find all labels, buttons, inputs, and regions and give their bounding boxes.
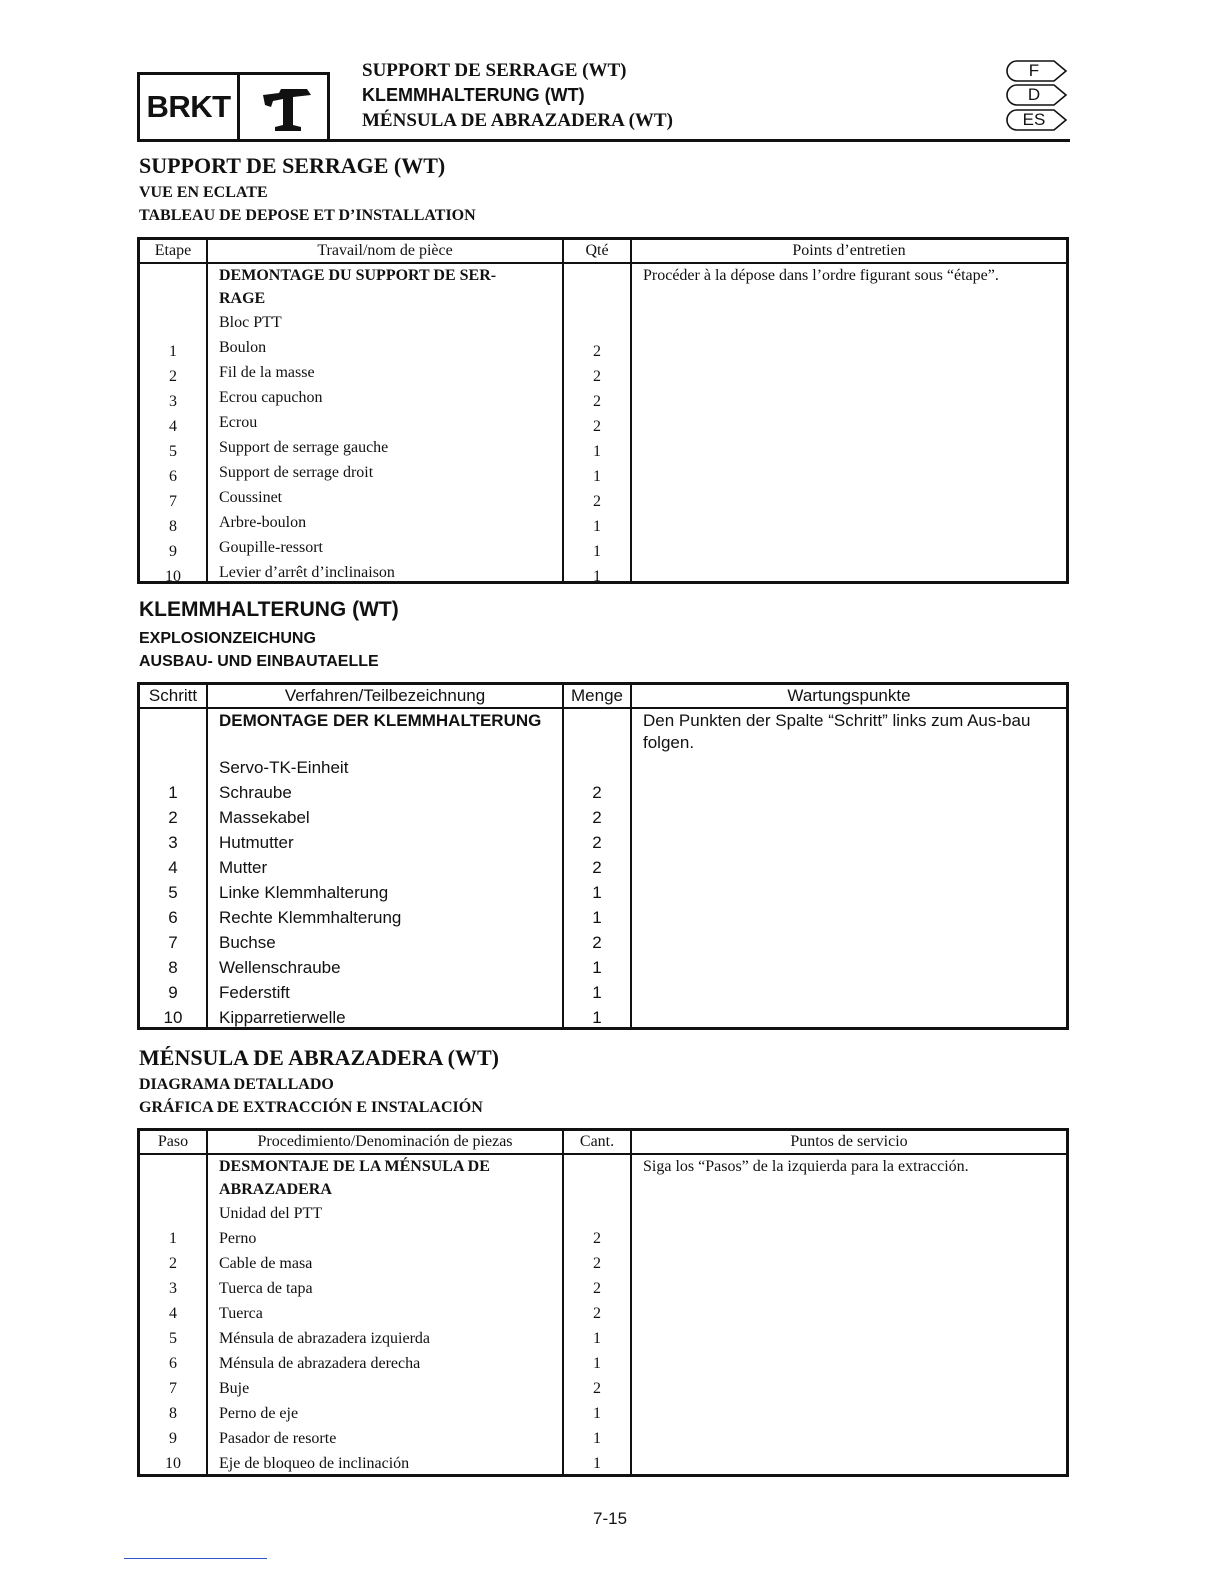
points-column: [632, 709, 1066, 1028]
procedure-heading: DESMONTAJE DE LA MÉNSULA DE: [219, 1158, 490, 1175]
unit-name: Servo-TK-Einheit: [219, 758, 349, 777]
table-de: [137, 682, 1069, 1030]
col-header-qty: Menge: [564, 685, 632, 707]
table-header: [140, 1131, 1066, 1155]
subtitle-fr-2: TABLEAU DE DEPOSE ET D’INSTALLATION: [139, 207, 476, 224]
col-header-points: Puntos de servicio: [790, 1133, 908, 1150]
subtitle-fr-1: VUE EN ECLATE: [139, 184, 268, 201]
col-header-part: Travail/nom de pièce: [208, 240, 564, 262]
lang-badge-d: D: [1006, 84, 1068, 106]
step-column: 1 2 3 4 5 6 7 8 9 10: [140, 264, 208, 582]
col-header-step: Schritt: [140, 685, 208, 707]
page-number: 7-15: [593, 1509, 628, 1528]
part-column: DESMONTAJE DE LA MÉNSULA DE ABRAZADERA Unidad del PTT Perno Cable de masa Tuerca de tapa Tuerca Ménsula de abrazadera izquierda Ménsula de abrazadera derecha Buje Perno de eje Pasador de resorte Eje de bloqueo de inclinación: [208, 1155, 564, 1475]
subtitle-de-2: AUSBAU- UND EINBAUTAELLE: [139, 653, 379, 670]
subtitle-es-1: DIAGRAMA DETALLADO: [139, 1076, 334, 1093]
header-rule: [330, 139, 1070, 142]
col-header-step: Etape: [140, 240, 208, 262]
service-note: Den Punkten der Spalte “Schritt” links zum Aus-bau folgen.: [643, 711, 1031, 752]
table-header: [140, 685, 1066, 709]
qty-column: 2 2 2 2 1 1 2 1 1 1: [564, 264, 632, 582]
col-header-part: Verfahren/Teilbezeichnung: [208, 685, 564, 707]
col-header-step: Paso: [140, 1131, 208, 1153]
table-header: [140, 240, 1066, 264]
points-column: [632, 264, 1066, 582]
qty-column: 2 2 2 2 1 1 2 1 1 1: [564, 709, 632, 1028]
procedure-heading-cont: RAGE: [219, 290, 266, 307]
unit-name: Unidad del PTT: [219, 1205, 323, 1222]
header-title-de: KLEMMHALTERUNG (WT): [362, 85, 585, 105]
procedure-heading: DEMONTAGE DU SUPPORT DE SER-: [219, 267, 497, 284]
procedure-heading-cont: ABRAZADERA: [219, 1181, 332, 1198]
col-header-points: Wartungspunkte: [787, 686, 911, 705]
footer-line: [124, 1558, 267, 1559]
unit-name: Bloc PTT: [219, 314, 282, 331]
part-column: DEMONTAGE DER KLEMMHALTERUNG Servo-TK-Einheit Schraube Massekabel Hutmutter Mutter Linke Klemmhalterung Rechte Klemmhalterung Buchse Wellenschraube Federstift Kipparretierwelle: [208, 709, 564, 1028]
section-title-de: KLEMMHALTERUNG (WT): [139, 598, 399, 621]
col-header-qty: Cant.: [564, 1131, 632, 1153]
points-column: [632, 1155, 1066, 1475]
procedure-heading: DEMONTAGE DER KLEMMHALTERUNG: [219, 711, 542, 730]
col-header-part: Procedimiento/Denominación de piezas: [208, 1131, 564, 1153]
part-column: DEMONTAGE DU SUPPORT DE SER- RAGE Bloc PTT Boulon Fil de la masse Ecrou capuchon Ecrou Support de serrage gauche Support de serrage droit Coussinet Arbre-boulon Goupille-ressort Levier d’arrêt d’inclinaison: [208, 264, 564, 582]
qty-column: 2 2 2 2 1 1 2 1 1 1: [564, 1155, 632, 1475]
subtitle-de-1: EXPLOSIONZEICHUNG: [139, 630, 316, 647]
badge-label: BRKT: [140, 75, 240, 139]
lang-badge-es: ES: [1006, 109, 1068, 131]
section-title-fr: SUPPORT DE SERRAGE (WT): [139, 153, 446, 178]
col-header-points: Points d’entretien: [792, 242, 906, 259]
section-badge: [137, 72, 330, 142]
step-column: 1 2 3 4 5 6 7 8 9 10: [140, 709, 208, 1028]
header-title-es: MÉNSULA DE ABRAZADERA (WT): [362, 110, 673, 131]
bracket-tool-icon: [240, 75, 327, 139]
lang-badge-f: F: [1006, 60, 1068, 82]
service-note: Siga los “Pasos” de la izquierda para la extracción.: [643, 1158, 969, 1175]
header-title-fr: SUPPORT DE SERRAGE (WT): [362, 60, 627, 81]
section-title-es: MÉNSULA DE ABRAZADERA (WT): [139, 1045, 499, 1070]
table-fr: [137, 237, 1069, 584]
col-header-qty: Qté: [564, 240, 632, 262]
subtitle-es-2: GRÁFICA DE EXTRACCIÓN E INSTALACIÓN: [139, 1099, 483, 1116]
table-es: [137, 1128, 1069, 1477]
service-note: Procéder à la dépose dans l’ordre figurant sous “étape”.: [643, 267, 999, 284]
step-column: 1 2 3 4 5 6 7 8 9 10: [140, 1155, 208, 1475]
